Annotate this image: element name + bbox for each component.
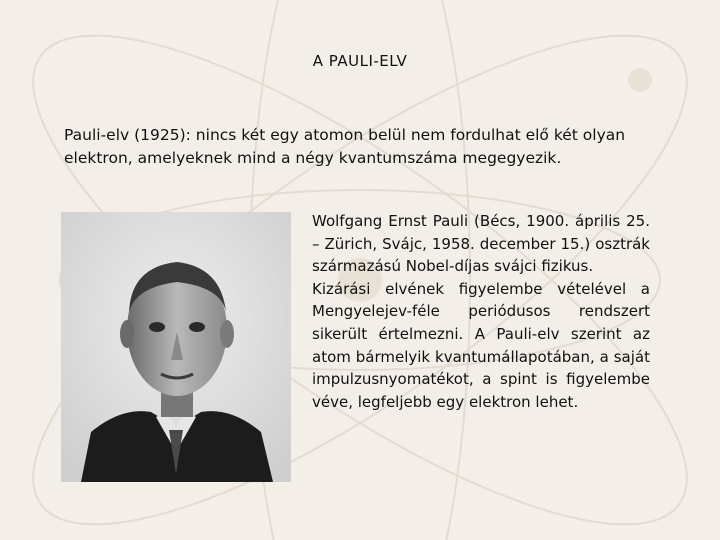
slide-title: A PAULI-ELV xyxy=(312,52,408,70)
pauli-principle-definition: Pauli-elv (1925): nincs két egy atomon belül nem fordulhat elő két olyan elektron, amelyeknek mind a négy kvantumszáma megegyezik. xyxy=(64,126,626,167)
bio-paragraph-life: Wolfgang Ernst Pauli (Bécs, 1900. április 25. – Zürich, Svájc, 1958. december 15.) osztrák származású Nobel-díjas svájci fizikus. xyxy=(312,212,650,276)
pauli-biography xyxy=(312,210,650,413)
bio-paragraph-principle: Kizárási elvének figyelembe vételével a Mengyelejev-féle periódusos rendszert sikerült értelmezni. A Pauli-elv szerint az atom bármelyik kvantumállapotában, a saját impulzusnyomatékot, a spint is figyelembe véve, legfeljebb egy elektron lehet. xyxy=(312,279,650,411)
pauli-portrait-photo xyxy=(61,212,291,482)
